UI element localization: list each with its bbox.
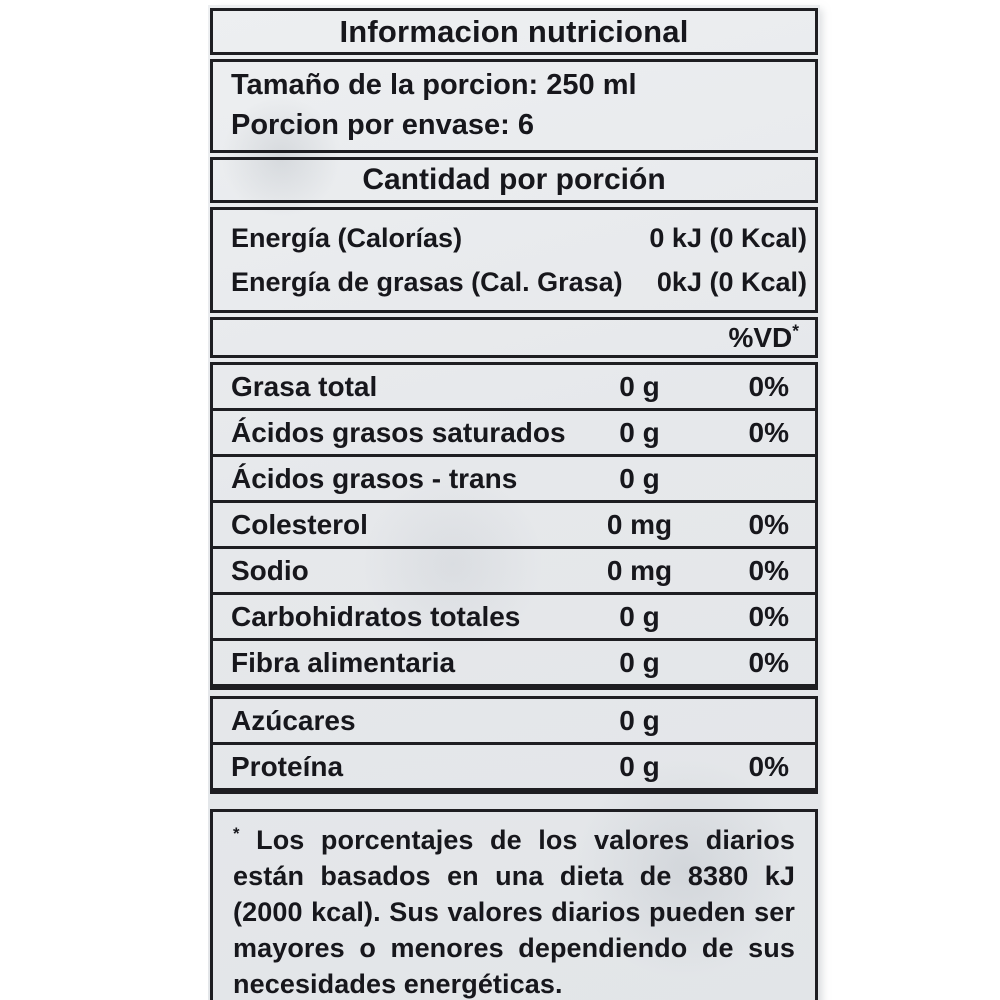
nutrient-value: 0 g [619, 750, 660, 782]
amount-per-serving-header: Cantidad por porción [210, 157, 818, 203]
nutrient-value: 0 g [619, 646, 660, 678]
daily-value-header-label: %VD [728, 322, 793, 353]
nutrient-table-main [210, 362, 818, 690]
nutrient-row [213, 365, 815, 411]
nutrient-value: 0 mg [606, 508, 673, 540]
nutrient-value: 0 g [619, 600, 660, 632]
nutrition-label [208, 5, 820, 1000]
nutrient-dv-percent: 0% [748, 554, 789, 586]
label-title: Informacion nutricional [210, 8, 818, 55]
nutrient-dv-percent: 0% [748, 416, 789, 448]
nutrient-row [213, 457, 815, 503]
serving-info-line: Tamaño de la porcion: 250 ml [231, 69, 637, 101]
energy-label: Energía de grasas (Cal. Grasa) [231, 267, 623, 297]
energy-value: 0 kJ (0 Kcal) [649, 223, 807, 253]
nutrient-label: Colesterol [231, 508, 368, 540]
nutrient-table-secondary [210, 696, 818, 794]
nutrient-value: 0 g [619, 370, 660, 402]
nutrient-row [213, 641, 815, 687]
nutrient-label: Proteína [231, 750, 344, 782]
daily-value-header [210, 317, 818, 358]
energy-label: Energía (Calorías) [231, 223, 463, 253]
nutrient-label: Ácidos grasos saturados [231, 416, 566, 448]
nutrient-value: 0 g [619, 416, 660, 448]
energy-value: 0kJ (0 Kcal) [656, 267, 807, 297]
energy-row [213, 216, 815, 260]
footnote [210, 809, 818, 1000]
nutrient-label: Grasa total [231, 370, 378, 402]
nutrient-value: 0 g [619, 462, 660, 494]
nutrient-dv-percent: 0% [748, 750, 789, 782]
daily-value-footnote-marker: * [792, 320, 799, 341]
nutrient-row [213, 699, 815, 745]
nutrient-label: Azúcares [231, 704, 356, 736]
footnote-text: Los porcentajes de los valores diarios están basados en una dieta de 8380 kJ (2000 kcal). Sus valores diarios pueden ser mayores o menores dependiendo de sus necesidades energéticas. [233, 825, 795, 999]
nutrient-row [213, 503, 815, 549]
nutrient-value: 0 g [619, 704, 660, 736]
nutrient-dv-percent: 0% [748, 600, 789, 632]
energy-box [210, 207, 818, 313]
footnote-marker: * [233, 824, 240, 843]
nutrient-dv-percent: 0% [748, 370, 789, 402]
nutrient-label: Fibra alimentaria [231, 646, 456, 678]
nutrient-dv-percent: 0% [748, 508, 789, 540]
nutrient-row [213, 745, 815, 791]
nutrient-label: Ácidos grasos - trans [231, 462, 518, 494]
nutrient-row [213, 595, 815, 641]
nutrient-dv-percent: 0% [748, 646, 789, 678]
nutrient-row [213, 411, 815, 457]
nutrient-value: 0 mg [606, 554, 673, 586]
nutrient-row [213, 549, 815, 595]
nutrient-label: Sodio [231, 554, 309, 586]
serving-info-line: Porcion por envase: 6 [231, 109, 534, 141]
serving-info-box [210, 59, 818, 153]
energy-row [213, 260, 815, 304]
nutrient-label: Carbohidratos totales [231, 600, 521, 632]
